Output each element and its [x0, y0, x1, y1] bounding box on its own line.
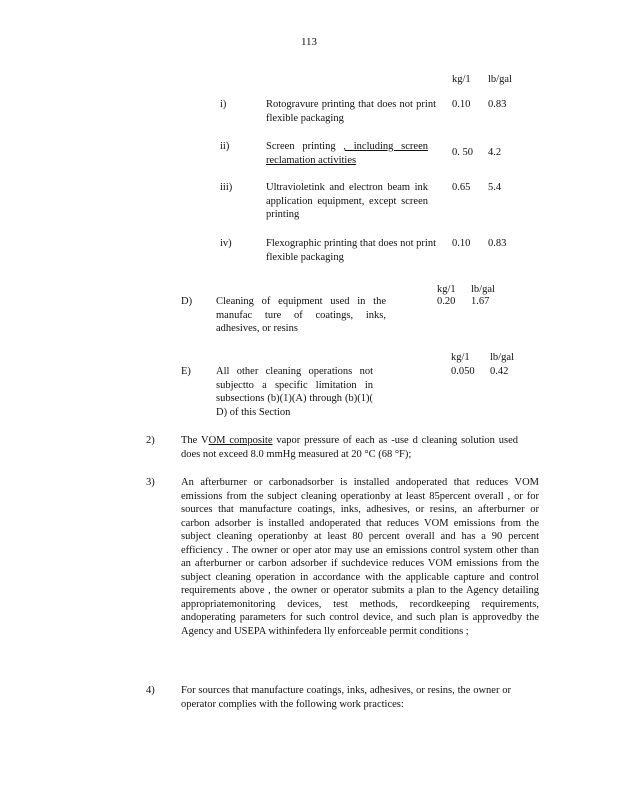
item-4-label: 4)	[146, 685, 155, 696]
units-header-kg: kg/1	[452, 74, 471, 85]
sub-item-lb: 5.4	[488, 182, 502, 193]
sub-item-text: Flexographic printing that does not print flexible packaging	[266, 238, 437, 263]
page-number: 113	[300, 36, 318, 48]
sub-item-label: iii)	[220, 182, 233, 193]
item-d-kg: 0.20	[437, 296, 456, 307]
item-d-label: D)	[181, 296, 193, 307]
sub-item-lb: 4.2	[488, 147, 502, 158]
item-2-text: The VOM composite vapor pressure of each as -use d cleaning solution used does not exceed 8.0 mmHg measured at 20 °C (68 °F);	[181, 435, 519, 460]
item-d-text: Cleaning of equipment used in the manufac ture of coatings, inks, adhesives, or resins	[216, 296, 386, 334]
sub-item-lb: 0.83	[488, 99, 507, 110]
sub-item-label: ii)	[220, 141, 230, 152]
item-d-kg-header: kg/1	[437, 284, 456, 295]
item-e-lb: 0.42	[490, 366, 509, 377]
item-e-kg: 0.050	[451, 366, 475, 377]
item-e-text: All other cleaning operations not subjectto a specific limitation in subsections (b)(1)(A) through (b)(1)( D) of this Section	[216, 366, 373, 418]
item-2-label: 2)	[146, 435, 155, 446]
item-e-label: E)	[181, 366, 191, 377]
units-header-lb: lb/gal	[488, 74, 512, 85]
item-3-text: An afterburner or carbonadsorber is installed andoperated that reduces VOM emissions from the subject cleaning operationby at least 85percent overall , or for sources that manufacture coatings, inks, adhesives, or resins, an afterburner or carbon adsorber is installed andoperated that reduces VOM emissions from the subject cleaning operationby at least 80 percent overall and has a 90 percent efficiency . The owner or oper ator may use an emissions control system other than an afterburner or carbon adsorber if suchdevice reduces VOM emissions from the subject cleaning operation in accordance with the applicable capture and control requirements above , the owner or operator submits a plan to the Agency detailing appropriatemonitoring devices, test methods, recordkeeping requirements, andoperating parameters for such control device, and such plan is approvedby the Agency and USEPA withinfedera lly enforceable permit conditions ;	[181, 477, 539, 637]
item-3-label: 3)	[146, 477, 155, 488]
sub-item-label: i)	[220, 99, 227, 110]
sub-item-kg: 0.65	[452, 182, 471, 193]
sub-item-text: Ultravioletink and electron beam ink application equipment, except screen printing	[266, 182, 428, 220]
item-d-lb-header: lb/gal	[471, 284, 495, 295]
sub-item-text: Screen printing , including screen reclamation activities	[266, 141, 428, 166]
sub-item-kg: 0.10	[452, 238, 471, 249]
sub-item-lb: 0.83	[488, 238, 507, 249]
item-d-lb: 1.67	[471, 296, 490, 307]
item-4-text: For sources that manufacture coatings, inks, adhesives, or resins, the owner or operator complies with the following work practices:	[181, 685, 511, 710]
sub-item-kg: 0. 50	[452, 147, 473, 158]
sub-item-text: Rotogravure printing that does not print flexible packaging	[266, 99, 436, 124]
item-e-lb-header: lb/gal	[490, 352, 514, 363]
sub-item-label: iv)	[220, 238, 232, 249]
sub-item-kg: 0.10	[452, 99, 471, 110]
item-e-kg-header: kg/1	[451, 352, 470, 363]
